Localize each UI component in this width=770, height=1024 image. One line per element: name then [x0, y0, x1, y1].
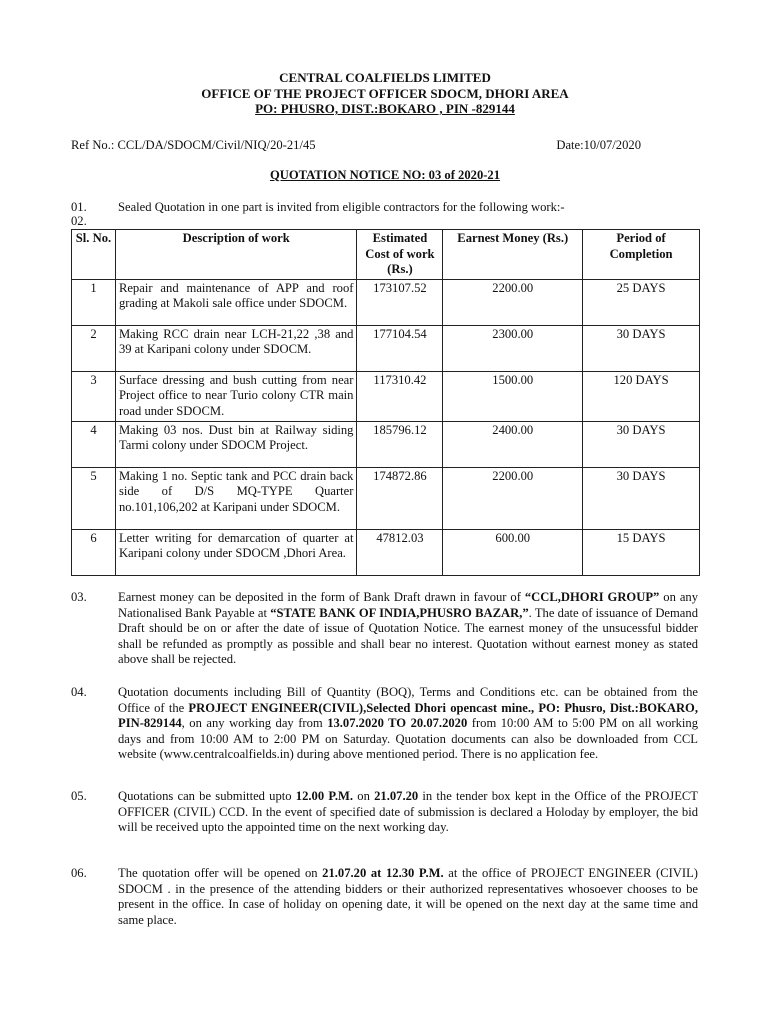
- header-description: Description of work: [115, 230, 357, 280]
- header-earnest-money: Earnest Money (Rs.): [443, 230, 583, 280]
- cell-sl: 3: [72, 371, 116, 421]
- cell-cost: 173107.52: [357, 279, 443, 325]
- table-row: [72, 279, 700, 325]
- cell-description: Making RCC drain near LCH-21,22 ,38 and 39 at Karipani colony under SDOCM.: [115, 325, 357, 371]
- cell-emd: 600.00: [443, 529, 583, 575]
- company-name: CENTRAL COALFIELDS LIMITED: [279, 70, 491, 85]
- works-table: [71, 229, 700, 576]
- bold-run: 13.07.2020 TO 20.07.2020: [327, 716, 468, 731]
- text-run: at the office of PROJECT ENGINEER (CIVIL) SDOCM . in the presence of the attending bidders or their authorized representatives whosoever chooses to be present in the office. In case of holiday on opening date, it will be opened on the next day at the same time and same place.: [118, 866, 698, 927]
- text-run: . The date of issuance of Demand Draft should be on or after the date of issue of Quotation Notice. The earnest money of the unsucessful bidder shall be refunded as promptly as possible and shall bear no interest. Quotation without earnest money as stated above shall be rejected.: [118, 605, 698, 667]
- text-run: Quotation documents including Bill of Quantity (BOQ), Terms and Conditions etc. can be obtained from the Office of the: [118, 685, 698, 715]
- text-run: The quotation offer will be opened on: [118, 866, 323, 880]
- text-run: Quotations can be submitted upto: [118, 789, 296, 803]
- text-run: from 10:00 AM to 5:00 PM on all working days and from 10:00 AM to 2:00 PM on Saturday. Quotation documents can also be downloaded from CCL website (www.centralcoalfields.in) during above mentioned period. There is no application fee.: [118, 716, 698, 762]
- cell-sl: 4: [72, 421, 116, 467]
- header-period: Period of Completion: [583, 230, 700, 280]
- section-04-text: [118, 685, 698, 763]
- cell-emd: 1500.00: [443, 371, 583, 421]
- section-03-text: [118, 590, 698, 668]
- cell-sl: 1: [72, 279, 116, 325]
- cell-period: 30 DAYS: [583, 467, 700, 529]
- cell-description: Making 1 no. Septic tank and PCC drain back side of D/S MQ-TYPE Quarter no.101,106,202 at Karipani under SDOCM.: [115, 467, 357, 529]
- reference-line: [71, 138, 641, 154]
- cell-period: 120 DAYS: [583, 371, 700, 421]
- section-01-number: 01.: [71, 200, 87, 214]
- cell-period: 30 DAYS: [583, 325, 700, 371]
- table-row: [72, 467, 700, 529]
- cell-description: Letter writing for demarcation of quarter at Karipani colony under SDOCM ,Dhori Area.: [115, 529, 357, 575]
- cell-description: Repair and maintenance of APP and roof grading at Makoli sale office under SDOCM.: [115, 279, 357, 325]
- cell-sl: 6: [72, 529, 116, 575]
- bold-run: 21.07.20: [374, 789, 419, 803]
- section-06-number: 06.: [71, 866, 87, 880]
- bold-run: PROJECT ENGINEER(CIVIL),Selected Dhori opencast mine., PO: Phusro, Dist.:BOKARO, PIN-829144: [118, 700, 698, 731]
- section-02-number: 02.: [71, 214, 87, 228]
- table-row: [72, 529, 700, 575]
- section-03-number: 03.: [71, 590, 87, 604]
- cell-emd: 2300.00: [443, 325, 583, 371]
- table-header-row: [72, 230, 700, 280]
- cell-description: Surface dressing and bush cutting from near Project office to near Turio colony CTR main road under SDOCM.: [115, 371, 357, 421]
- cell-period: 25 DAYS: [583, 279, 700, 325]
- section-05-number: 05.: [71, 789, 87, 803]
- section-01-text: Sealed Quotation in one part is invited from eligible contractors for the following work:-: [118, 200, 565, 214]
- cell-sl: 5: [72, 467, 116, 529]
- text-run: in the tender box kept in the Office of the PROJECT OFFICER (CIVIL) CCD. In the event of specified date of submission is declared a Holoday by employer, the bid will be received upto the appointed time on the next working day.: [118, 789, 698, 835]
- cell-cost: 177104.54: [357, 325, 443, 371]
- table-row: [72, 325, 700, 371]
- cell-emd: 2200.00: [443, 279, 583, 325]
- text-run: on: [353, 789, 375, 803]
- cell-emd: 2200.00: [443, 467, 583, 529]
- section-05-text: [118, 789, 698, 836]
- notice-date: Date:10/07/2020: [556, 138, 641, 152]
- header-sl-no: Sl. No.: [72, 230, 116, 280]
- bold-run: 21.07.20 at 12.30 P.M.: [322, 866, 444, 880]
- bold-run: 12.00 P.M.: [295, 789, 354, 803]
- cell-cost: 47812.03: [357, 529, 443, 575]
- cell-period: 30 DAYS: [583, 421, 700, 467]
- letterhead: [0, 70, 770, 117]
- cell-period: 15 DAYS: [583, 529, 700, 575]
- section-06-text: [118, 866, 698, 928]
- reference-number: Ref No.: CCL/DA/SDOCM/Civil/NIQ/20-21/45: [71, 138, 316, 152]
- notice-title: QUOTATION NOTICE NO: 03 of 2020-21: [269, 168, 501, 182]
- bold-run: “STATE BANK OF INDIA,PHUSRO BAZAR,”: [270, 605, 529, 620]
- office-name: OFFICE OF THE PROJECT OFFICER SDOCM, DHORI AREA: [201, 85, 569, 101]
- text-run: , on any working day from: [181, 716, 328, 731]
- cell-emd: 2400.00: [443, 421, 583, 467]
- table-row: [72, 421, 700, 467]
- cell-cost: 117310.42: [357, 371, 443, 421]
- cell-description: Making 03 nos. Dust bin at Railway siding Tarmi colony under SDOCM Project.: [115, 421, 357, 467]
- text-run: Earnest money can be deposited in the form of Bank Draft drawn in favour of: [118, 590, 525, 604]
- header-estimated-cost: Estimated Cost of work (Rs.): [357, 230, 443, 280]
- table-row: [72, 371, 700, 421]
- cell-sl: 2: [72, 325, 116, 371]
- cell-cost: 174872.86: [357, 467, 443, 529]
- office-address: PO: PHUSRO, DIST.:BOKARO , PIN -829144: [255, 101, 515, 116]
- section-04-number: 04.: [71, 685, 87, 699]
- bold-run: “CCL,DHORI GROUP”: [524, 590, 660, 604]
- cell-cost: 185796.12: [357, 421, 443, 467]
- text-run: on any Nationalised Bank Payable at: [118, 590, 699, 620]
